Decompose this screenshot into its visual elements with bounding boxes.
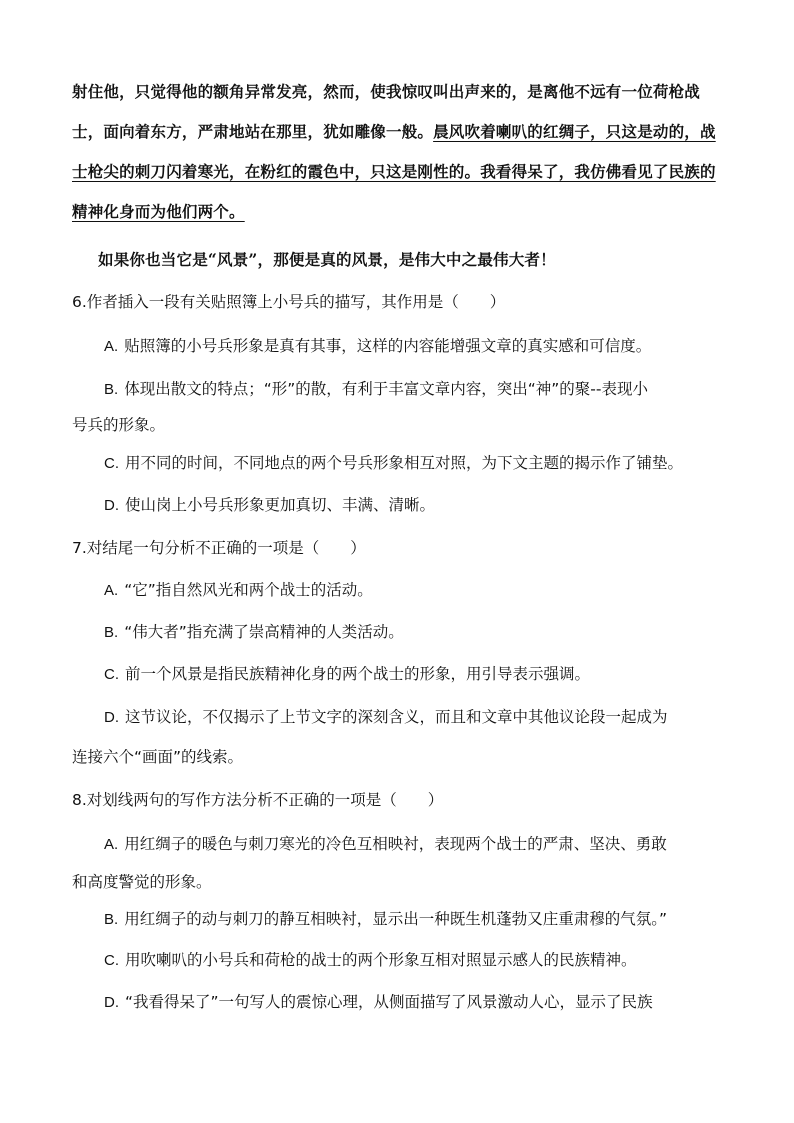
passage-text: 射住他，只觉得他的额角异常发亮，然而，使我惊叹叫出声来的，是离他不远有一位荷枪战士，面向着东方，严肃地站在那里，犹如雕像一般。 bbox=[72, 82, 701, 141]
option-key: C. bbox=[104, 666, 119, 683]
option-text: 使山岗上小号兵形象更加真切、丰满、清晰。 bbox=[125, 496, 436, 514]
option-text: “伟大者”指充满了崇高精神的人类活动。 bbox=[124, 623, 404, 641]
q7-option-d[interactable] bbox=[104, 705, 668, 727]
option-text: “我看得呆了”一句写人的震惊心理，从侧面描写了风景激动人心，显示了民族 bbox=[125, 993, 653, 1011]
option-key: B. bbox=[104, 624, 119, 641]
option-text: 用红绸子的暖色与刺刀寒光的冷色互相映衬，表现两个战士的严肃、坚决、勇敢 bbox=[124, 835, 667, 853]
q6-option-d[interactable] bbox=[104, 493, 435, 515]
option-key: D. bbox=[104, 994, 119, 1011]
q6-option-c[interactable] bbox=[104, 451, 683, 473]
q7-option-d-continuation: 连接六个“画面”的线索。 bbox=[72, 748, 244, 766]
q8-option-a-continuation: 和高度警觉的形象。 bbox=[72, 873, 212, 891]
option-text: 这节议论，不仅揭示了上节文字的深刻含义，而且和文章中其他议论段一起成为 bbox=[125, 708, 668, 726]
q8-option-b[interactable] bbox=[104, 907, 667, 929]
option-text: 体现出散文的特点；“形”的散，有利于丰富文章内容，突出“神”的聚--表现小 bbox=[124, 380, 648, 398]
option-text: 用吹喇叭的小号兵和荷枪的战士的两个形象互相对照显示感人的民族精神。 bbox=[125, 951, 637, 969]
option-key: A. bbox=[104, 338, 119, 355]
option-key: C. bbox=[104, 455, 119, 472]
option-key: D. bbox=[104, 709, 119, 726]
q6-option-b[interactable] bbox=[104, 377, 648, 399]
option-key: B. bbox=[104, 381, 119, 398]
option-key: A. bbox=[104, 582, 119, 599]
option-key: A. bbox=[104, 836, 119, 853]
option-text: 前一个风景是指民族精神化身的两个战士的形象，用引导表示强调。 bbox=[125, 665, 591, 683]
question-6-stem: 6.作者插入一段有关贴照簿上小号兵的描写，其作用是（ ） bbox=[72, 293, 506, 311]
option-text: 用不同的时间，不同地点的两个号兵形象相互对照，为下文主题的揭示作了铺垫。 bbox=[125, 454, 684, 472]
option-text: “它”指自然风光和两个战士的活动。 bbox=[124, 581, 373, 599]
q6-option-a[interactable] bbox=[104, 334, 651, 356]
option-key: C. bbox=[104, 952, 119, 969]
q7-option-a[interactable] bbox=[104, 578, 373, 600]
underlined-sentences: 晨风吹着喇叭的红绸子，只这是动的，战士枪尖的刺刀闪着寒光，在粉红的霞色中，只这是刚性的。我看得呆了，我仿佛看见了民族的精神化身而为他们两个。 bbox=[72, 122, 716, 221]
q7-option-b[interactable] bbox=[104, 620, 404, 642]
q7-option-c[interactable] bbox=[104, 662, 590, 684]
option-key: B. bbox=[104, 911, 119, 928]
question-8-stem: 8.对划线两句的写作方法分析不正确的一项是（ ） bbox=[72, 791, 444, 809]
option-key: D. bbox=[104, 497, 119, 514]
q6-option-b-continuation: 号兵的形象。 bbox=[72, 416, 166, 434]
passage-paragraph-2: 如果你也当它是“风景”，那便是真的风景，是伟大中之最伟大者！ bbox=[98, 250, 556, 269]
q8-option-c[interactable] bbox=[104, 948, 637, 970]
option-text: 贴照簿的小号兵形象是真有其事，这样的内容能增强文章的真实感和可信度。 bbox=[124, 337, 652, 355]
q8-option-d[interactable] bbox=[104, 990, 653, 1012]
option-text: 用红绸子的动与刺刀的静互相映衬，显示出一种既生机蓬勃又庄重肃穆的气氛。” bbox=[124, 910, 667, 928]
passage-paragraph-1 bbox=[72, 72, 722, 232]
question-7-stem: 7.对结尾一句分析不正确的一项是（ ） bbox=[72, 539, 366, 557]
q8-option-a[interactable] bbox=[104, 832, 667, 854]
